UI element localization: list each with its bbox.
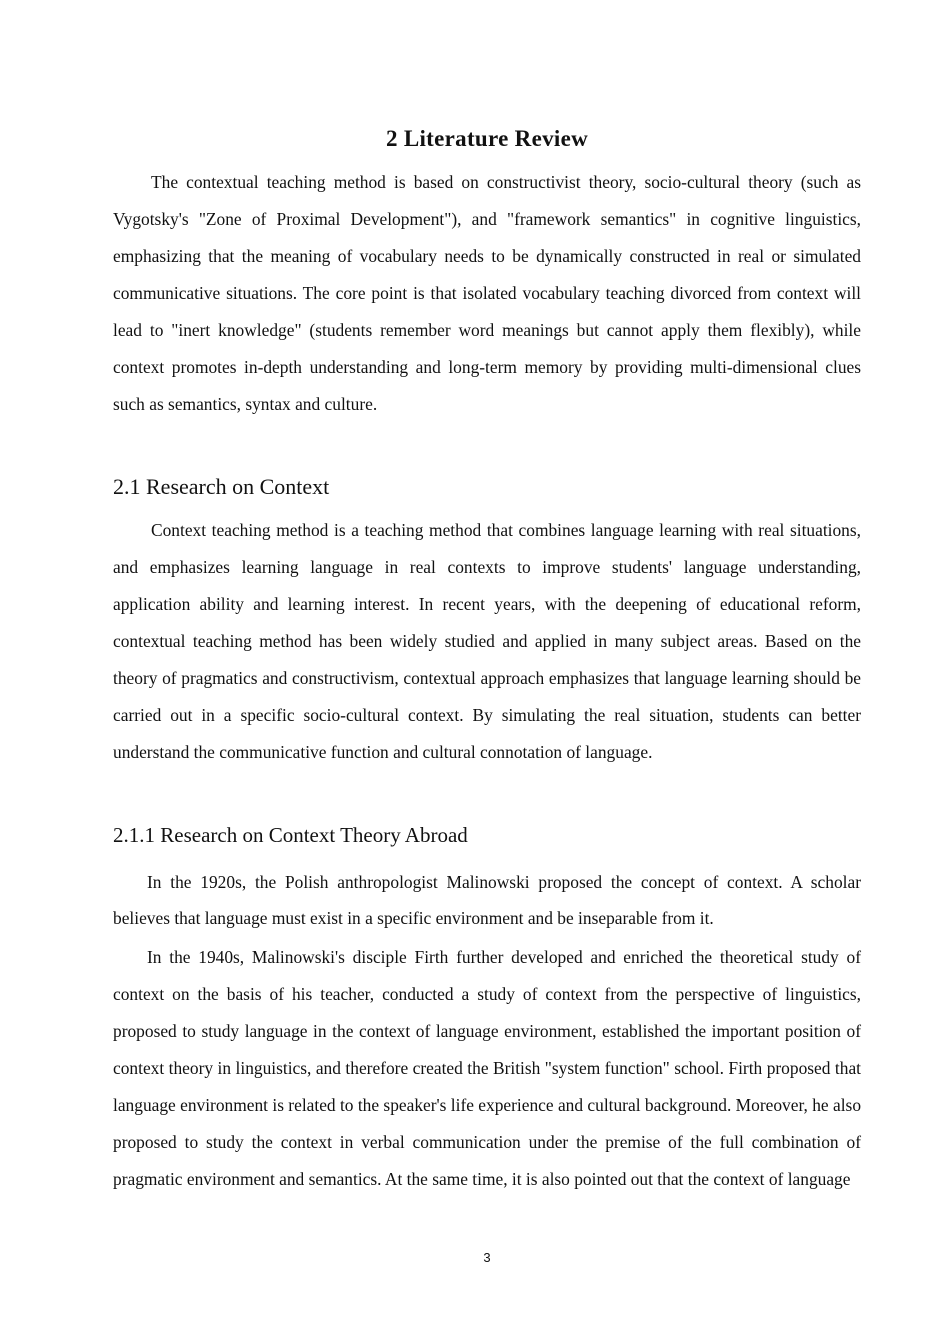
- subsection-paragraph-2: In the 1940s, Malinowski's disciple Firth further developed and enriched the theoretical study of context on the basis of his teacher, conducted a study of context from the perspective of linguistics, proposed to study language in the context of language environment, established the important position of context theory in linguistics, and therefore created the British "system function" school. Firth proposed that language environment is related to the speaker's life experience and cultural background. Moreover, he also proposed to study the context in verbal communication under the premise of the full combination of pragmatic environment and semantics. At the same time, it is also pointed out that the context of language: [113, 947, 862, 1189]
- subsection-heading: 2.1.1 Research on Context Theory Abroad: [113, 823, 468, 847]
- section-heading: 2.1 Research on Context: [113, 474, 330, 499]
- section-body-paragraph: Context teaching method is a teaching method that combines language learning with real situations, and emphasizes learning language in real contexts to improve students' language understanding, application ability and learning interest. In recent years, with the deepening of educational reform, contextual teaching method has been widely studied and applied in many subject areas. Based on the theory of pragmatics and constructivism, contextual approach emphasizes that language learning should be carried out in a specific socio-cultural context. By simulating the real situation, students can better understand the communicative function and cultural connotation of language.: [113, 520, 861, 762]
- page-number: 3: [483, 1250, 491, 1265]
- chapter-title: 2 Literature Review: [386, 126, 588, 151]
- subsection-paragraph-1: In the 1920s, the Polish anthropologist Malinowski proposed the concept of context. A scholar believes that language must exist in a specific environment and be inseparable from it.: [113, 872, 861, 928]
- chapter-intro-paragraph: The contextual teaching method is based on constructivist theory, socio-cultural theory (such as Vygotsky's "Zone of Proximal Development"), and "framework semantics" in cognitive linguistics, emphasizing that the meaning of vocabulary needs to be dynamically constructed in real or simulated communicative situations. The core point is that isolated vocabulary teaching divorced from context will lead to "inert knowledge" (students remember word meanings but cannot apply them flexibly), while context promotes in-depth understanding and long-term memory by providing multi-dimensional clues such as semantics, syntax and culture.: [113, 172, 861, 414]
